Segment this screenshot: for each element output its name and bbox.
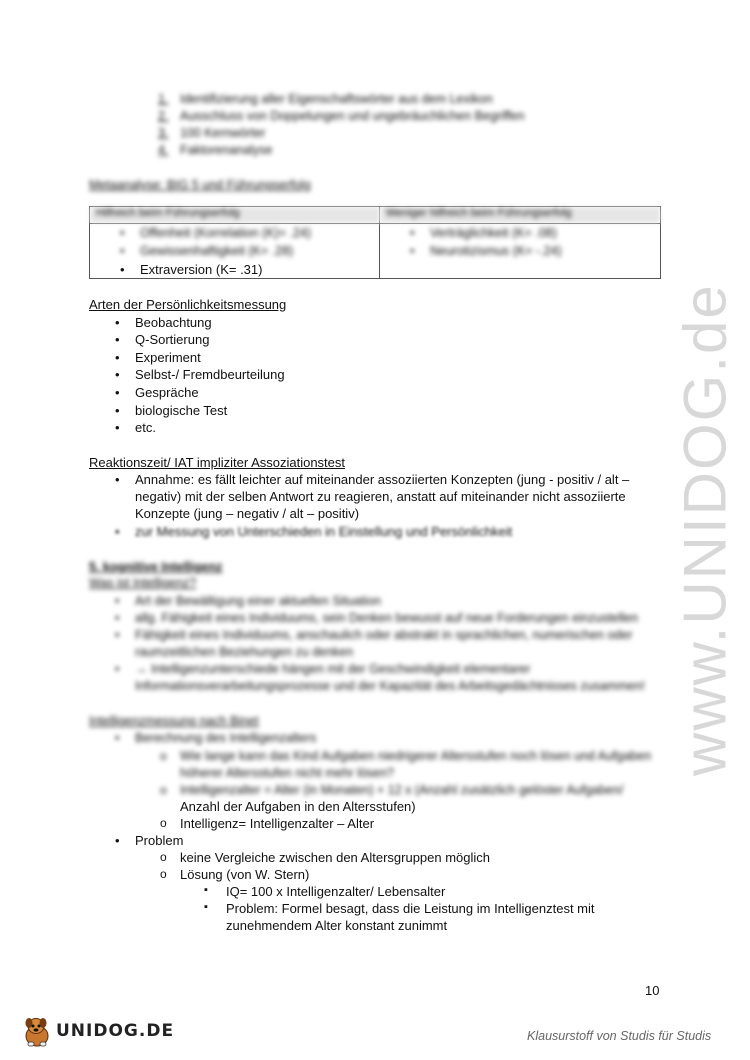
list-item: • Berechnung des Intelligenzalters: [135, 731, 316, 745]
sub-item-continuation: höherer Altersstufen nicht mehr lösen?: [180, 766, 395, 780]
list-item: • Annahme: es fällt leichter auf miteinander assoziierten Konzepten (jung - positiv / alt –: [135, 472, 629, 487]
list-item: • Q-Sortierung: [135, 332, 209, 347]
footer-tagline: Klausurstoff von Studis für Studis: [527, 1029, 712, 1043]
list-item-continuation: negativ) mit der selben Antwort zu reagieren, anstatt auf miteinander nicht assoziierte: [135, 489, 626, 504]
table-item: • Gewissenhaftigkeit (K= .28): [140, 244, 293, 258]
table-item: • Neurotizismus (K= -.24): [430, 244, 562, 258]
list-item: • Selbst-/ Fremdbeurteilung: [135, 367, 285, 382]
list-item-continuation: Informationsverarbeitungsprozesse und der Kapazität des Arbeitsgedächtnisses zusammen!: [135, 679, 646, 693]
metaanalysis-table: [89, 206, 661, 279]
list-item: • Art der Bewältigung einer aktuellen Situation: [135, 594, 381, 608]
list-item: 3. 100 Kernwörter: [158, 126, 266, 140]
list-item: • allg. Fähigkeit eines Individuums, sein Denken bewusst auf neue Forderungen einzustellen: [135, 611, 638, 625]
sub-item: o Intelligenzalter = Alter (in Monaten) + 12 x (Anzahl zusätzlich gelöster Aufgaben/: [180, 783, 623, 797]
list-item: • Gespräche: [135, 385, 199, 400]
section-heading: Intelligenzmessung nach Binet: [89, 714, 259, 728]
table-item: • Extraversion (K= .31): [140, 262, 262, 277]
section-heading: Arten der Persönlichkeitsmessung: [89, 297, 287, 312]
list-item: 4. Faktorenanalyse: [158, 143, 273, 157]
sub-sub-item: ▪ IQ= 100 x Intelligenzalter/ Lebensalter: [226, 884, 445, 899]
section-heading: 5. kognitive Intelligenz: [89, 560, 223, 574]
section-heading: Reaktionszeit/ IAT impliziter Assoziationstest: [89, 455, 346, 470]
sub-item: o Wie lange kann das Kind Aufgaben niedrigerer Altersstufen noch lösen und Aufgaben: [180, 749, 651, 763]
table-item: • Offenheit (Korrelation (K)= .24): [140, 226, 311, 240]
sub-item: o Intelligenz= Intelligenzalter – Alter: [180, 816, 374, 831]
list-item-continuation: raumzeitlichen Beziehungen zu denken: [135, 645, 354, 659]
list-item: • → Intelligenzunterschiede hängen mit der Geschwindigkeit elementarer: [135, 662, 530, 676]
page-number: 10: [645, 983, 660, 998]
sub-sub-item-continuation: zunehmendem Alter konstant zunimmt: [226, 918, 448, 933]
list-item: • Fähigkeit eines Individuums, anschaulich oder abstrakt in sprachlichen, numerischen oder: [135, 628, 633, 642]
list-item: • Problem: [135, 833, 183, 848]
logo-text: UNIDOG.DE: [56, 1021, 175, 1041]
unidog-logo: [22, 1014, 174, 1048]
sub-sub-item: ▪ Problem: Formel besagt, dass die Leistung im Intelligenztest mit: [226, 901, 595, 916]
list-item: • zur Messung von Unterschieden in Einstellung und Persönlichkeit: [135, 524, 512, 539]
table-header: Hilfreich beim Führungserfolg: [90, 207, 380, 224]
dog-icon: [22, 1014, 52, 1048]
list-item: • biologische Test: [135, 403, 227, 418]
watermark: www.UNIDOG.de: [671, 283, 739, 777]
meta-heading: Metaanalyse: BIG 5 und Führungserfolg: [89, 178, 311, 192]
list-item: 2. Ausschluss von Doppelungen und ungebräuchlichen Begriffen: [158, 109, 525, 123]
sub-item: o keine Vergleiche zwischen den Altersgruppen möglich: [180, 850, 490, 865]
section-subheading: Was ist Intelligenz?: [89, 576, 197, 590]
list-item: • Beobachtung: [135, 315, 212, 330]
table-item: • Verträglichkeit (K= .08): [430, 226, 557, 240]
table-header: Weniger hilfreich beim Führungserfolg: [380, 207, 661, 224]
list-item: 1. Identifizierung aller Eigenschaftswörter aus dem Lexikon: [158, 92, 493, 106]
list-item-continuation: Konzepte (jung – negativ / alt – positiv): [135, 506, 360, 521]
sub-item: o Lösung (von W. Stern): [180, 867, 309, 882]
list-item: • etc.: [135, 420, 156, 435]
sub-item-continuation: Anzahl der Aufgaben in den Altersstufen): [180, 799, 416, 814]
list-item: • Experiment: [135, 350, 201, 365]
